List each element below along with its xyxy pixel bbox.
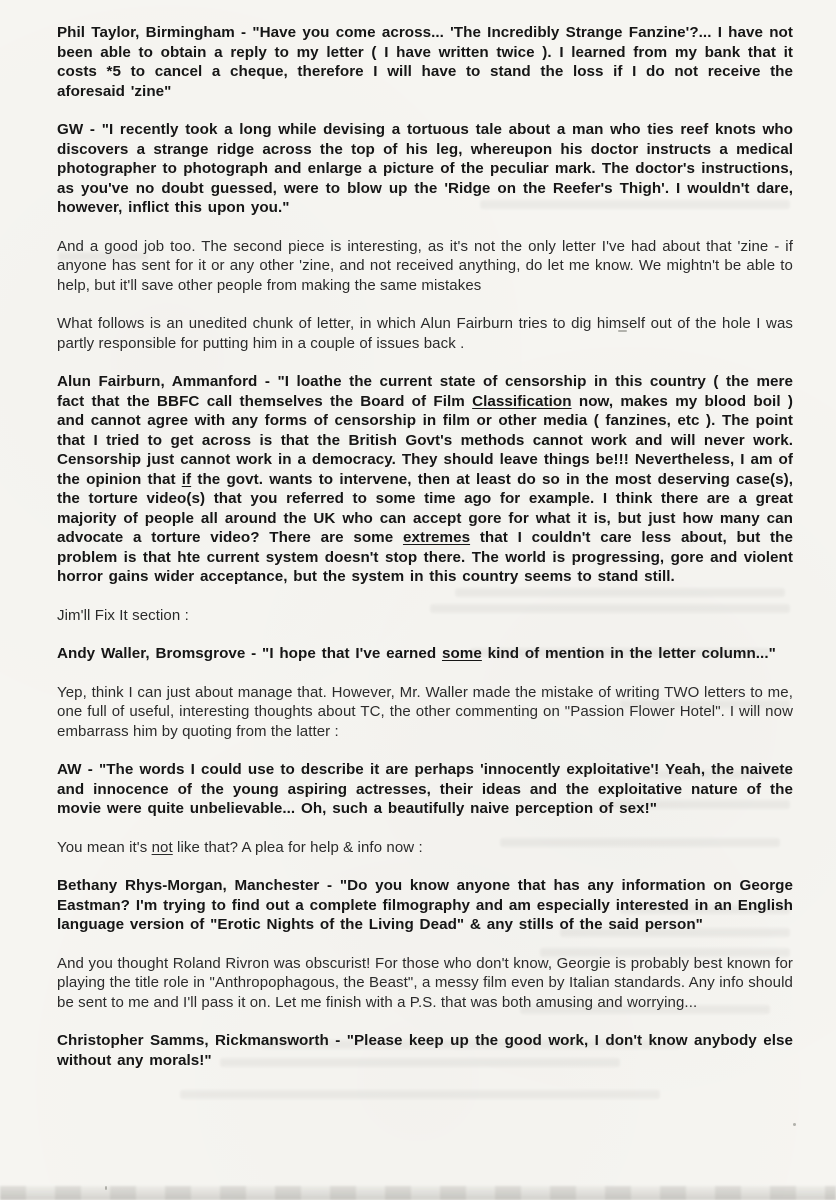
text-run: What follows is an unedited chunk of letter, in which Alun Fairburn tries to dig himself out of the hole I was partly responsible for putting him in a couple of issues back . <box>57 315 793 352</box>
text-run: that I couldn't care less about, but the problem is that hte current system doesn't stop there. The world is progressing, gore and violent horror gains wider acceptance, but the system in this country seems to stand still. <box>57 529 793 585</box>
letter-phil-taylor <box>57 23 793 101</box>
editor-reply-4 <box>57 954 793 1013</box>
text-run: Andy Waller, Bromsgrove - "I hope that I've earned <box>57 645 442 662</box>
text-run: And a good job too. The second piece is interesting, as it's not the only letter I've had about that 'zine - if anyone has sent for it or any other 'zine, and not received anything, do let me know. We mightn't be able to help, but it'll save other people from making the same mistakes <box>57 237 793 294</box>
text-run: Alun Fairburn, Ammanford - "I loathe the current state of censorship in this country ( the mere fact that the BBFC call themselves the Board of Film <box>57 373 793 410</box>
letter-bethany-rhys-morgan <box>57 876 793 935</box>
bleed-through-artifact <box>180 1090 660 1099</box>
scan-speck <box>793 1123 796 1126</box>
text-run: the govt. wants to intervene, then at least do so in the most deserving case(s), the torture video(s) that you referred to some time ago for example. I think there are a great majority of people all around the UK who can accept gore for what it is, but just how many can advocate a torture video? There are some <box>57 470 793 546</box>
scan-edge-shadow <box>0 1186 836 1200</box>
letter-column <box>57 23 793 1089</box>
letter-andy-waller <box>57 644 793 664</box>
text-run: kind of mention in the letter column..." <box>481 645 776 662</box>
letter-gw <box>57 120 793 218</box>
letter-aw <box>57 760 793 819</box>
editor-reply-2 <box>57 683 793 742</box>
text-run: Yep, think I can just about manage that. However, Mr. Waller made the mistake of writing TWO letters to me, one full of useful, interesting thoughts about TC, the other commenting on "Passion Flower Hotel". I will now embarrass him by quoting from the latter : <box>57 683 793 740</box>
text-run: Christopher Samms, Rickmansworth - "Please keep up the good work, I don't know anybody else without any morals!" <box>57 1032 793 1069</box>
text-run: Phil Taylor, Birmingham - "Have you come across... 'The Incredibly Strange Fanzine'?... I have not been able to obtain a reply to my letter ( I have written twice ). I learned from my bank that it costs *5 to cancel a cheque, therefore I will have to stand the loss if I do not receive the aforesaid 'zine" <box>57 24 793 100</box>
underlined-text: some <box>441 645 482 662</box>
text-run: GW - "I recently took a long while devising a tortuous tale about a man who ties reef knots who discovers a strange ridge across the top of his leg, whereupon his doctor instructs a medical photographer to photograph and enlarge a picture of the peculiar mark. The doctor's instructions, as you've no doubt guessed, were to blow up the 'Ridge on the Reefer's Thigh'. I wouldn't dare, however, inflict this upon you." <box>57 121 793 216</box>
letter-alun-fairburn <box>57 372 793 587</box>
underlined-text: not <box>151 838 173 856</box>
text-run: AW - "The words I could use to describe it are perhaps 'innocently exploitative'! Yeah, the naivete and innocence of the young aspiring actresses, their ideas and the exploitative nature of the movie were quite unbelievable... Oh, such a beautifully naive perception of sex!" <box>57 761 793 817</box>
text-run: And you thought Roland Rivron was obscurist! For those who don't know, Georgie is probably best known for playing the title role in "Anthropophagous, the Beast", a messy film even by Italian standards. Any info should be sent to me and I'll pass it on. Let me finish with a P.S. that was both amusing and worrying... <box>57 954 793 1011</box>
editor-reply-3 <box>57 838 793 858</box>
scan-smudge <box>2 576 16 583</box>
text-run: Jim'll Fix It section : <box>57 606 189 624</box>
text-run: now, makes my blood boil ) and cannot agree with any forms of censorship in film or other media ( fanzines, etc ). The point that I tried to get across is that the British Govt's methods cannot work and will never work. Censorship just cannot work in a democracy. They should leave things be!!! Nevertheless, I am of the opinion that <box>57 392 793 488</box>
letter-christopher-samms <box>57 1031 793 1070</box>
editor-reply-1 <box>57 237 793 296</box>
underlined-text: extremes <box>402 529 471 546</box>
text-run: like that? A plea for help & info now : <box>172 838 423 856</box>
text-run: You mean it's <box>57 838 152 856</box>
underlined-text: Classification <box>472 392 572 410</box>
underlined-text: if <box>181 470 192 488</box>
section-heading-jimll-fix-it <box>57 606 793 626</box>
editor-intro-fairburn <box>57 314 793 353</box>
text-run: Bethany Rhys-Morgan, Manchester - "Do you know anyone that has any information on George Eastman? I'm trying to find out a complete filmography and am especially interested in an English language version of "Erotic Nights of the Living Dead" & any stills of the said person" <box>57 877 793 933</box>
